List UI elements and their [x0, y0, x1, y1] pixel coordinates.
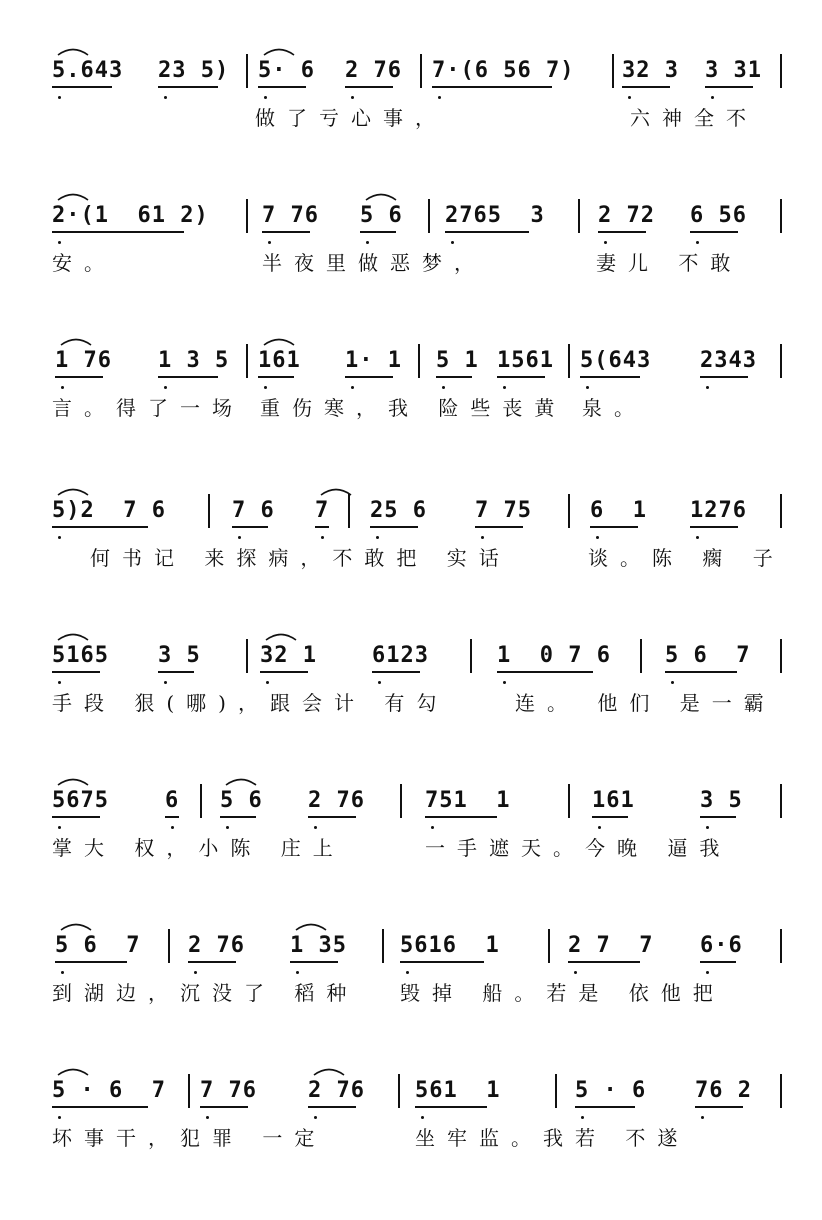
note-group: 7 76 [262, 203, 319, 228]
rhythm-underline [262, 231, 310, 233]
rhythm-underline [705, 86, 753, 88]
rhythm-underline [432, 86, 552, 88]
rhythm-underline [700, 816, 736, 818]
lyric-line: 掌大 权，小陈 庄上 [52, 836, 345, 860]
bar-line [418, 344, 420, 378]
octave-dot [61, 386, 64, 389]
octave-dot [451, 241, 454, 244]
rhythm-underline [158, 671, 194, 673]
note-group: 161 [592, 788, 635, 813]
bar-line [568, 784, 570, 818]
rhythm-underline [258, 86, 306, 88]
note-group: 1561 [497, 348, 554, 373]
lyric-line: 言。得了一场 [52, 396, 244, 420]
lyric-line: 六神全不 [630, 106, 758, 130]
note-group: 1 0 7 6 [497, 643, 611, 668]
rhythm-underline [52, 231, 184, 233]
lyric-line: 做了亏心事， [255, 106, 447, 130]
octave-dot [264, 96, 267, 99]
bar-line [568, 494, 570, 528]
rhythm-underline [415, 1106, 487, 1108]
note-group: 2 76 [345, 58, 402, 83]
score-system [0, 635, 822, 785]
rhythm-underline [475, 526, 523, 528]
note-group: 5 6 7 [665, 643, 751, 668]
note-group: 561 1 [415, 1078, 501, 1103]
octave-dot [604, 241, 607, 244]
rhythm-underline [345, 86, 393, 88]
rhythm-underline [700, 961, 736, 963]
octave-dot [431, 826, 434, 829]
lyric-line: 毁掉 船。若是 依他把 [400, 981, 725, 1005]
lyric-line: 妻儿 不敢 [596, 251, 743, 275]
slur-arc [56, 189, 90, 201]
bar-line [780, 639, 782, 673]
note-group: 5165 [52, 643, 109, 668]
rhythm-underline [260, 671, 308, 673]
octave-dot [264, 386, 267, 389]
note-group: 2 76 [188, 933, 245, 958]
octave-dot [58, 1116, 61, 1119]
lyric-line: 坐牢监。我若 不遂 [415, 1126, 690, 1150]
lyric-line: 重伤寒，我 险些丧黄 [260, 396, 567, 420]
note-group: 3 5 [158, 643, 201, 668]
rhythm-underline [188, 961, 236, 963]
note-group: 5 6 [360, 203, 403, 228]
slur-arc [56, 629, 90, 641]
note-group: 3 31 [705, 58, 762, 83]
note-group: 5 1 [436, 348, 479, 373]
slur-arc [56, 774, 90, 786]
bar-line [208, 494, 210, 528]
bar-line [246, 199, 248, 233]
octave-dot [268, 241, 271, 244]
bar-line [780, 494, 782, 528]
slur-arc [262, 44, 296, 56]
octave-dot [706, 826, 709, 829]
slur-arc [312, 1064, 346, 1076]
octave-dot [226, 826, 229, 829]
note-group: 7·(6 56 7) [432, 58, 575, 83]
note-group: 2 76 [308, 788, 365, 813]
bar-line [400, 784, 402, 818]
lyric-line: 半夜里做恶梦， [262, 251, 486, 275]
octave-dot [58, 241, 61, 244]
octave-dot [164, 386, 167, 389]
bar-line [246, 54, 248, 88]
note-group: 161 [258, 348, 301, 373]
bar-line [246, 639, 248, 673]
score-system [0, 925, 822, 1075]
note-group: 5616 1 [400, 933, 500, 958]
octave-dot [598, 826, 601, 829]
octave-dot [58, 536, 61, 539]
bar-line [398, 1074, 400, 1108]
note-group: 2 7 7 [568, 933, 654, 958]
slur-arc [59, 919, 93, 931]
rhythm-underline [158, 376, 218, 378]
note-group: 6 56 [690, 203, 747, 228]
rhythm-underline [445, 231, 529, 233]
note-group: 1 3 5 [158, 348, 230, 373]
bar-line [420, 54, 422, 88]
bar-line [188, 1074, 190, 1108]
note-group: 25 6 [370, 498, 427, 523]
octave-dot [58, 826, 61, 829]
bar-line [780, 199, 782, 233]
rhythm-underline [568, 961, 640, 963]
octave-dot [701, 1116, 704, 1119]
octave-dot [581, 1116, 584, 1119]
bar-line [780, 929, 782, 963]
rhythm-underline [220, 816, 256, 818]
octave-dot [61, 971, 64, 974]
bar-line [568, 344, 570, 378]
score-system [0, 1070, 822, 1220]
bar-line [780, 54, 782, 88]
octave-dot [296, 971, 299, 974]
bar-line [555, 1074, 557, 1108]
note-group: 6·6 [700, 933, 743, 958]
note-group: 5 · 6 7 [52, 1078, 166, 1103]
slur-arc [59, 334, 93, 346]
octave-dot [421, 1116, 424, 1119]
note-group: 1 76 [55, 348, 112, 373]
note-group: 2 76 [308, 1078, 365, 1103]
lyric-line: 安。 [52, 251, 116, 275]
rhythm-underline [52, 816, 100, 818]
octave-dot [596, 536, 599, 539]
bar-line [168, 929, 170, 963]
lyric-line: 谈。陈 瘸 子 [588, 546, 785, 570]
octave-dot [406, 971, 409, 974]
score-system [0, 780, 822, 930]
lyric-line: 何书记 来探病，不敢把 实话 [90, 546, 511, 570]
octave-dot [58, 96, 61, 99]
octave-dot [711, 96, 714, 99]
slur-arc [224, 774, 258, 786]
rhythm-underline [622, 86, 670, 88]
rhythm-underline [425, 816, 497, 818]
note-group: 5 6 7 [55, 933, 141, 958]
rhythm-underline [258, 376, 294, 378]
bar-line [470, 639, 472, 673]
slur-arc [364, 189, 398, 201]
rhythm-underline [345, 376, 393, 378]
note-group: 751 1 [425, 788, 511, 813]
rhythm-underline [497, 376, 545, 378]
octave-dot [438, 96, 441, 99]
note-group: 7 [315, 498, 330, 523]
octave-dot [164, 681, 167, 684]
rhythm-underline [598, 231, 646, 233]
octave-dot [321, 536, 324, 539]
slur-arc [262, 334, 296, 346]
octave-dot [503, 681, 506, 684]
note-group: 6123 [372, 643, 429, 668]
lyric-line: 连。 他们 是一霸 [515, 691, 776, 715]
rhythm-underline [200, 1106, 248, 1108]
note-group: 6 1 [590, 498, 647, 523]
rhythm-underline [497, 671, 593, 673]
note-group: 7 6 [232, 498, 275, 523]
rhythm-underline [232, 526, 268, 528]
slur-arc [56, 44, 90, 56]
octave-dot [574, 971, 577, 974]
rhythm-underline [436, 376, 472, 378]
rhythm-underline [315, 526, 329, 528]
bar-line [612, 54, 614, 88]
score-system [0, 50, 822, 200]
octave-dot [171, 826, 174, 829]
note-group: 76 2 [695, 1078, 752, 1103]
lyric-line: 到湖边，沉没了 稻种 [52, 981, 359, 1005]
octave-dot [238, 536, 241, 539]
bar-line [548, 929, 550, 963]
octave-dot [351, 96, 354, 99]
note-group: 6 [165, 788, 180, 813]
rhythm-underline [690, 231, 738, 233]
rhythm-underline [52, 671, 100, 673]
octave-dot [696, 536, 699, 539]
rhythm-underline [52, 1106, 148, 1108]
note-group: 2765 3 [445, 203, 545, 228]
lyric-line: 泉。 [582, 396, 646, 420]
note-group: 5(643 [580, 348, 652, 373]
note-group: 2·(1 61 2) [52, 203, 209, 228]
rhythm-underline [360, 231, 396, 233]
octave-dot [706, 971, 709, 974]
octave-dot [194, 971, 197, 974]
bar-line [780, 784, 782, 818]
lyric-line: 坏事干，犯罪 一定 [52, 1126, 327, 1150]
rhythm-underline [308, 816, 356, 818]
octave-dot [628, 96, 631, 99]
rhythm-underline [55, 376, 103, 378]
octave-dot [266, 681, 269, 684]
rhythm-underline [55, 961, 127, 963]
note-group: 32 3 [622, 58, 679, 83]
rhythm-underline [308, 1106, 356, 1108]
slur-arc [56, 1064, 90, 1076]
bar-line [246, 344, 248, 378]
note-group: 1 35 [290, 933, 347, 958]
octave-dot [351, 386, 354, 389]
note-group: 5 · 6 [575, 1078, 647, 1103]
octave-dot [481, 536, 484, 539]
lyric-line: 手段 狠(哪)，跟会计 有勾 [52, 691, 449, 715]
octave-dot [696, 241, 699, 244]
score-system [0, 195, 822, 345]
note-group: 2 72 [598, 203, 655, 228]
note-group: 2343 [700, 348, 757, 373]
slur-arc [319, 484, 353, 496]
octave-dot [58, 681, 61, 684]
octave-dot [671, 681, 674, 684]
octave-dot [366, 241, 369, 244]
score-system [0, 490, 822, 640]
note-group: 5· 6 [258, 58, 315, 83]
rhythm-underline [575, 1106, 635, 1108]
bar-line [780, 344, 782, 378]
bar-line [578, 199, 580, 233]
octave-dot [314, 1116, 317, 1119]
score-system [0, 340, 822, 490]
bar-line [780, 1074, 782, 1108]
bar-line [640, 639, 642, 673]
rhythm-underline [580, 376, 640, 378]
slur-arc [56, 484, 90, 496]
note-group: 5 6 [220, 788, 263, 813]
note-group: 7 76 [200, 1078, 257, 1103]
rhythm-underline [592, 816, 628, 818]
note-group: 23 5) [158, 58, 230, 83]
bar-line [200, 784, 202, 818]
bar-line [428, 199, 430, 233]
note-group: 1· 1 [345, 348, 402, 373]
rhythm-underline [52, 526, 148, 528]
rhythm-underline [165, 816, 179, 818]
rhythm-underline [372, 671, 420, 673]
rhythm-underline [290, 961, 338, 963]
octave-dot [376, 536, 379, 539]
rhythm-underline [158, 86, 218, 88]
rhythm-underline [400, 961, 484, 963]
rhythm-underline [690, 526, 738, 528]
note-group: 3 5 [700, 788, 743, 813]
octave-dot [314, 826, 317, 829]
rhythm-underline [700, 376, 748, 378]
octave-dot [206, 1116, 209, 1119]
bar-line [348, 494, 350, 528]
slur-arc [294, 919, 328, 931]
note-group: 5.643 [52, 58, 124, 83]
rhythm-underline [590, 526, 638, 528]
octave-dot [378, 681, 381, 684]
octave-dot [164, 96, 167, 99]
note-group: 5675 [52, 788, 109, 813]
rhythm-underline [52, 86, 112, 88]
octave-dot [586, 386, 589, 389]
octave-dot [503, 386, 506, 389]
octave-dot [442, 386, 445, 389]
rhythm-underline [695, 1106, 743, 1108]
bar-line [382, 929, 384, 963]
note-group: 32 1 [260, 643, 317, 668]
note-group: 5)2 7 6 [52, 498, 166, 523]
slur-arc [264, 629, 298, 641]
note-group: 1276 [690, 498, 747, 523]
rhythm-underline [370, 526, 418, 528]
note-group: 7 75 [475, 498, 532, 523]
octave-dot [706, 386, 709, 389]
rhythm-underline [665, 671, 737, 673]
lyric-line: 一手遮天。今晚 逼我 [425, 836, 732, 860]
